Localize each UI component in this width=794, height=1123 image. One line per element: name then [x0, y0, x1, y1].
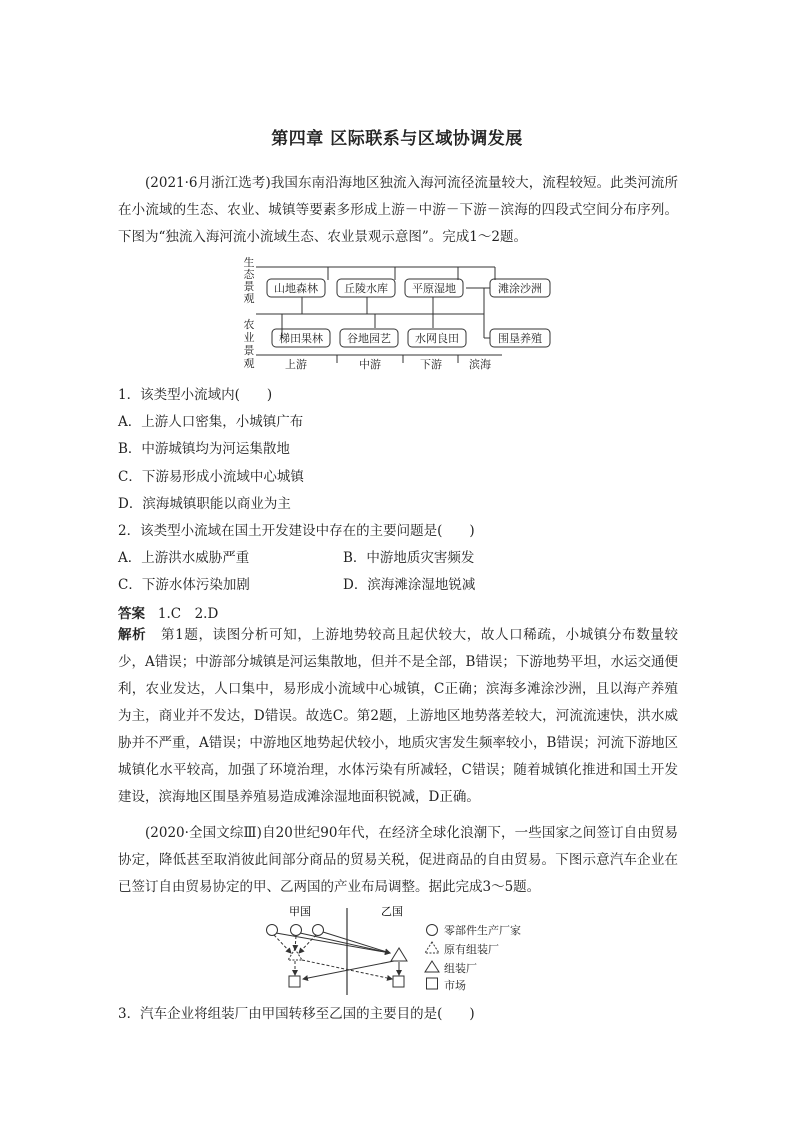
- parts-factory-icon: [267, 925, 278, 936]
- q2-option-d[interactable]: D．滨海滩涂湿地锐减: [343, 577, 476, 593]
- analysis-label: 解析: [118, 627, 147, 643]
- intro-passage-2: (2020·全国文综Ⅲ)自20世纪90年代，在经济全球化浪潮下，一些国家之间签订自由贸易协定，降低甚至取消彼此间部分商品的贸易关税，促进商品的自由贸易。下图示意汽车企业在已签订自由贸易协定的甲、乙两国的产业布局调整。据此完成3～5题。: [118, 825, 678, 895]
- agri-box-label: 谷地园艺: [347, 332, 391, 345]
- eco-label-char: 景: [243, 280, 255, 293]
- section-label: 下游: [420, 358, 442, 371]
- parts-factory-icon: [291, 925, 302, 936]
- eco-box-label: 丘陵水库: [344, 282, 388, 295]
- trade-layout-diagram: [262, 903, 542, 998]
- question-1-stem: 1．该类型小流域内( ): [118, 387, 273, 403]
- agri-box-label: 围垦养殖: [498, 332, 542, 345]
- q2-option-c[interactable]: C．下游水体污染加剧: [118, 577, 250, 593]
- answer-line: [118, 602, 218, 622]
- eco-label-char: 观: [243, 292, 255, 305]
- q2-option-b[interactable]: B．中游地质灾害频发: [343, 550, 475, 566]
- agri-label-char: 农: [243, 318, 255, 331]
- eco-box-label: 山地森林: [274, 282, 318, 295]
- q1-option-a[interactable]: A．上游人口密集，小城镇广布: [118, 414, 304, 430]
- country-a-label: 甲国: [289, 905, 311, 918]
- agri-box-label: 梯田果林: [279, 332, 323, 345]
- question-2-stem: 2．该类型小流域在国土开发建设中存在的主要问题是( ): [118, 523, 475, 539]
- q1-option-d[interactable]: D．滨海城镇职能以商业为主: [118, 496, 291, 512]
- legend-market: 市场: [444, 979, 466, 992]
- question-3-stem: 3．汽车企业将组装厂由甲国转移至乙国的主要目的是( ): [118, 1006, 475, 1022]
- q2-option-a[interactable]: A．上游洪水威胁严重: [118, 550, 250, 566]
- market-icon: [289, 976, 300, 987]
- intro-passage-1: (2021·6月浙江选考)我国东南沿海地区独流入海河流径流量较大，流程较短。此类河流所在小流域的生态、农业、城镇等要素多形成上游－中游－下游－滨海的四段式空间分布序列。下图为“独流入海河流小流域生态、农业景观示意图”。完成1～2题。: [118, 175, 678, 245]
- q1-option-c[interactable]: C．下游易形成小流域中心城镇: [118, 469, 304, 485]
- section-label: 中游: [359, 358, 381, 371]
- q1-option-b[interactable]: B．中游城镇均为河运集散地: [118, 441, 290, 457]
- analysis-paragraph: [118, 622, 678, 811]
- legend-assembly: 组装厂: [444, 962, 477, 975]
- market-icon: [393, 976, 404, 987]
- assembly-plant-icon: [391, 948, 407, 961]
- answer-label: 答案: [118, 606, 145, 622]
- agri-label-char: 景: [243, 344, 255, 357]
- agri-box-label: 水网良田: [415, 332, 459, 345]
- answer-text: 1.C 2.D: [157, 606, 219, 622]
- chapter-title: 第四章 区际联系与区域协调发展: [271, 129, 523, 149]
- original-assembly-plant-icon: [288, 949, 302, 960]
- landscape-diagram: [240, 255, 560, 375]
- agri-label-char: 业: [243, 331, 255, 344]
- parts-factory-icon: [313, 925, 324, 936]
- eco-box-label: 滩涂沙洲: [498, 282, 542, 295]
- legend-original-assembly: 原有组装厂: [444, 943, 499, 956]
- eco-label-char: 态: [243, 268, 255, 281]
- agri-label-char: 观: [243, 357, 255, 370]
- eco-box-label: 平原湿地: [412, 282, 456, 295]
- eco-label-char: 生: [243, 256, 255, 269]
- section-label: 上游: [285, 358, 307, 371]
- legend-parts-factory: 零部件生产厂家: [444, 924, 521, 937]
- analysis-text: 第1题，读图分析可知，上游地势较高且起伏较大，故人口稀疏，小城镇分布数量较少，A错误；中游部分城镇是河运集散地，但并不是全部，B错误；下游地势平坦，水运交通便利，农业发达，人口集中，易形成小流域中心城镇，C正确；滨海多滩涂沙洲，且以海产养殖为主，商业并不发达，D错误。故选C。第2题，上游地区地势落差较大，河流流速快，洪水威胁并不严重，A错误；中游地区地势起伏较小，地质灾害发生频率较小，B错误；河流下游地区城镇化水平较高，加强了环境治理，水体污染有所减轻，C错误；随着城镇化推进和国土开发建设，滨海地区围垦养殖易造成滩涂湿地面积锐减，D正确。: [118, 627, 679, 805]
- country-b-label: 乙国: [381, 905, 403, 918]
- section-label: 滨海: [469, 358, 491, 371]
